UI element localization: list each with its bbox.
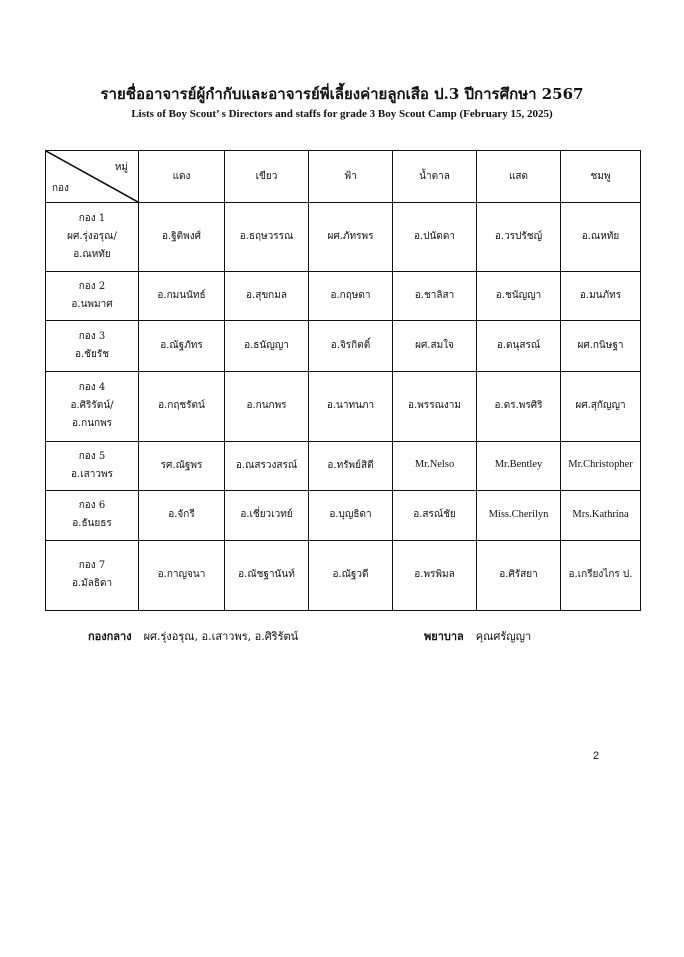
staff-cell: อ.ธฤษวรรณ <box>225 203 309 272</box>
nurse-label: พยาบาล <box>424 630 464 643</box>
document-title-thai: รายชื่ออาจารย์ผู้กำกับและอาจารย์พี่เลี้ยงค่ายลูกเสือ ป.3 ปีการศึกษา 2567 <box>100 85 584 103</box>
staff-cell: อ.เชี่ยวเวทย์ <box>225 490 309 540</box>
column-header: แดง <box>139 151 225 203</box>
staff-cell: อ.กมนนัทธ์ <box>139 272 225 321</box>
table-row <box>46 203 641 272</box>
troop-line: อ.ธันยธร <box>72 518 112 530</box>
troop-line: กอง 4 <box>78 382 106 394</box>
troop-line: อ.เสาวพร <box>71 468 113 480</box>
staff-cell: อ.ชนัญญา <box>477 272 561 321</box>
troop-cell <box>46 441 139 490</box>
staff-cell: ผศ.ภัทรพร <box>309 203 393 272</box>
staff-cell: อ.จักรี <box>139 490 225 540</box>
staff-cell: อ.เกรียงไกร ป. <box>561 540 641 610</box>
staff-cell: Mr.Christopher <box>561 441 641 490</box>
troop-line: ผศ.รุ่งอรุณ/ <box>67 231 117 243</box>
column-header: เขียว <box>225 151 309 203</box>
troop-line: กอง 3 <box>78 331 106 343</box>
nurse-name: คุณศรัญญา <box>475 630 532 643</box>
staff-cell: ผศ.สุกัญญา <box>561 372 641 441</box>
column-header: ชมพู <box>561 151 641 203</box>
troop-line: กอง 6 <box>78 500 106 512</box>
staff-cell: อ.กาญจนา <box>139 540 225 610</box>
troop-cell <box>46 490 139 540</box>
corner-label-patrol: หมู่ <box>114 162 128 173</box>
troop-line: กอง 1 <box>78 213 106 225</box>
troop-cell <box>46 372 139 441</box>
troop-line: กอง 5 <box>78 450 106 462</box>
table-row <box>46 272 641 321</box>
staff-cell: Miss.Cherilyn <box>477 490 561 540</box>
staff-cell: อ.วรปรัชญ์ <box>477 203 561 272</box>
staff-cell: อ.สุขกมล <box>225 272 309 321</box>
staff-cell: Mr.Nelso <box>393 441 477 490</box>
document-title-english: Lists of Boy Scout’ s Directors and staffs for grade 3 Boy Scout Camp (February 15, 2025) <box>131 108 553 120</box>
troop-line: อ.กนกพร <box>71 418 113 430</box>
column-header: ฟ้า <box>309 151 393 203</box>
staff-cell: อ.สรณ์ชัย <box>393 490 477 540</box>
staff-cell: อ.กฤชรัตน์ <box>139 372 225 441</box>
troop-line: กอง 2 <box>78 281 106 293</box>
corner-header-cell <box>46 151 139 203</box>
staff-cell: ผศ.สมใจ <box>393 321 477 372</box>
table-row <box>46 490 641 540</box>
troop-line: อ.นพมาศ <box>71 299 113 311</box>
troop-cell <box>46 203 139 272</box>
staff-cell: อ.ศิรัสยา <box>477 540 561 610</box>
central-staff-line <box>88 627 298 645</box>
troop-cell <box>46 321 139 372</box>
page-number: 2 <box>593 750 600 762</box>
staff-cell: อ.มนภัทร <box>561 272 641 321</box>
staff-cell: อ.ดนุสรณ์ <box>477 321 561 372</box>
table-row <box>46 441 641 490</box>
staff-cell: Mr.Bentley <box>477 441 561 490</box>
nurse-line <box>424 627 531 645</box>
staff-cell: อ.ปนัดดา <box>393 203 477 272</box>
staff-cell: อ.บุญธิดา <box>309 490 393 540</box>
troop-line: อ.ศิริรัตน์/ <box>70 400 114 412</box>
staff-cell: อ.ทรัพย์สิตี <box>309 441 393 490</box>
header-row <box>46 151 641 203</box>
staff-cell: อ.ณัชฐานันท์ <box>225 540 309 610</box>
corner-label-troop: กอง <box>52 183 69 194</box>
staff-cell: อ.กฤษดา <box>309 272 393 321</box>
staff-cell: อ.กนกพร <box>225 372 309 441</box>
staff-cell: อ.ณัฐวดี <box>309 540 393 610</box>
staff-cell: รศ.ณัฐพร <box>139 441 225 490</box>
staff-cell: อ.ณสรวงสรณ์ <box>225 441 309 490</box>
staff-cell: อ.ดร.พรศิริ <box>477 372 561 441</box>
staff-cell: อ.พรรณงาม <box>393 372 477 441</box>
staff-cell: Mrs.Kathrina <box>561 490 641 540</box>
staff-cell: อ.ฐิติพงศ์ <box>139 203 225 272</box>
central-staff-label: กองกลาง <box>88 630 132 643</box>
staff-cell: อ.ณัฐภัทร <box>139 321 225 372</box>
table-row <box>46 540 641 610</box>
staff-roster-table <box>45 150 641 611</box>
column-header: แสด <box>477 151 561 203</box>
staff-cell: อ.นาทนภา <box>309 372 393 441</box>
staff-cell: อ.ชาลิสา <box>393 272 477 321</box>
staff-cell: ผศ.กนิษฐา <box>561 321 641 372</box>
troop-line: อ.ชัยรัช <box>75 349 109 361</box>
column-header: น้ำตาล <box>393 151 477 203</box>
troop-line: อ.ณหทัย <box>73 249 111 261</box>
central-staff-names: ผศ.รุ่งอรุณ, อ.เสาวพร, อ.ศิริรัตน์ <box>143 630 299 643</box>
troop-cell <box>46 540 139 610</box>
troop-cell <box>46 272 139 321</box>
table-row <box>46 372 641 441</box>
troop-line: กอง 7 <box>78 560 106 572</box>
table-row <box>46 321 641 372</box>
troop-line: อ.มัลธิดา <box>71 578 113 590</box>
staff-cell: อ.พรพิมล <box>393 540 477 610</box>
staff-cell: อ.จิรกิตติ์ <box>309 321 393 372</box>
staff-cell: อ.ณหทัย <box>561 203 641 272</box>
staff-cell: อ.ธนัญญา <box>225 321 309 372</box>
